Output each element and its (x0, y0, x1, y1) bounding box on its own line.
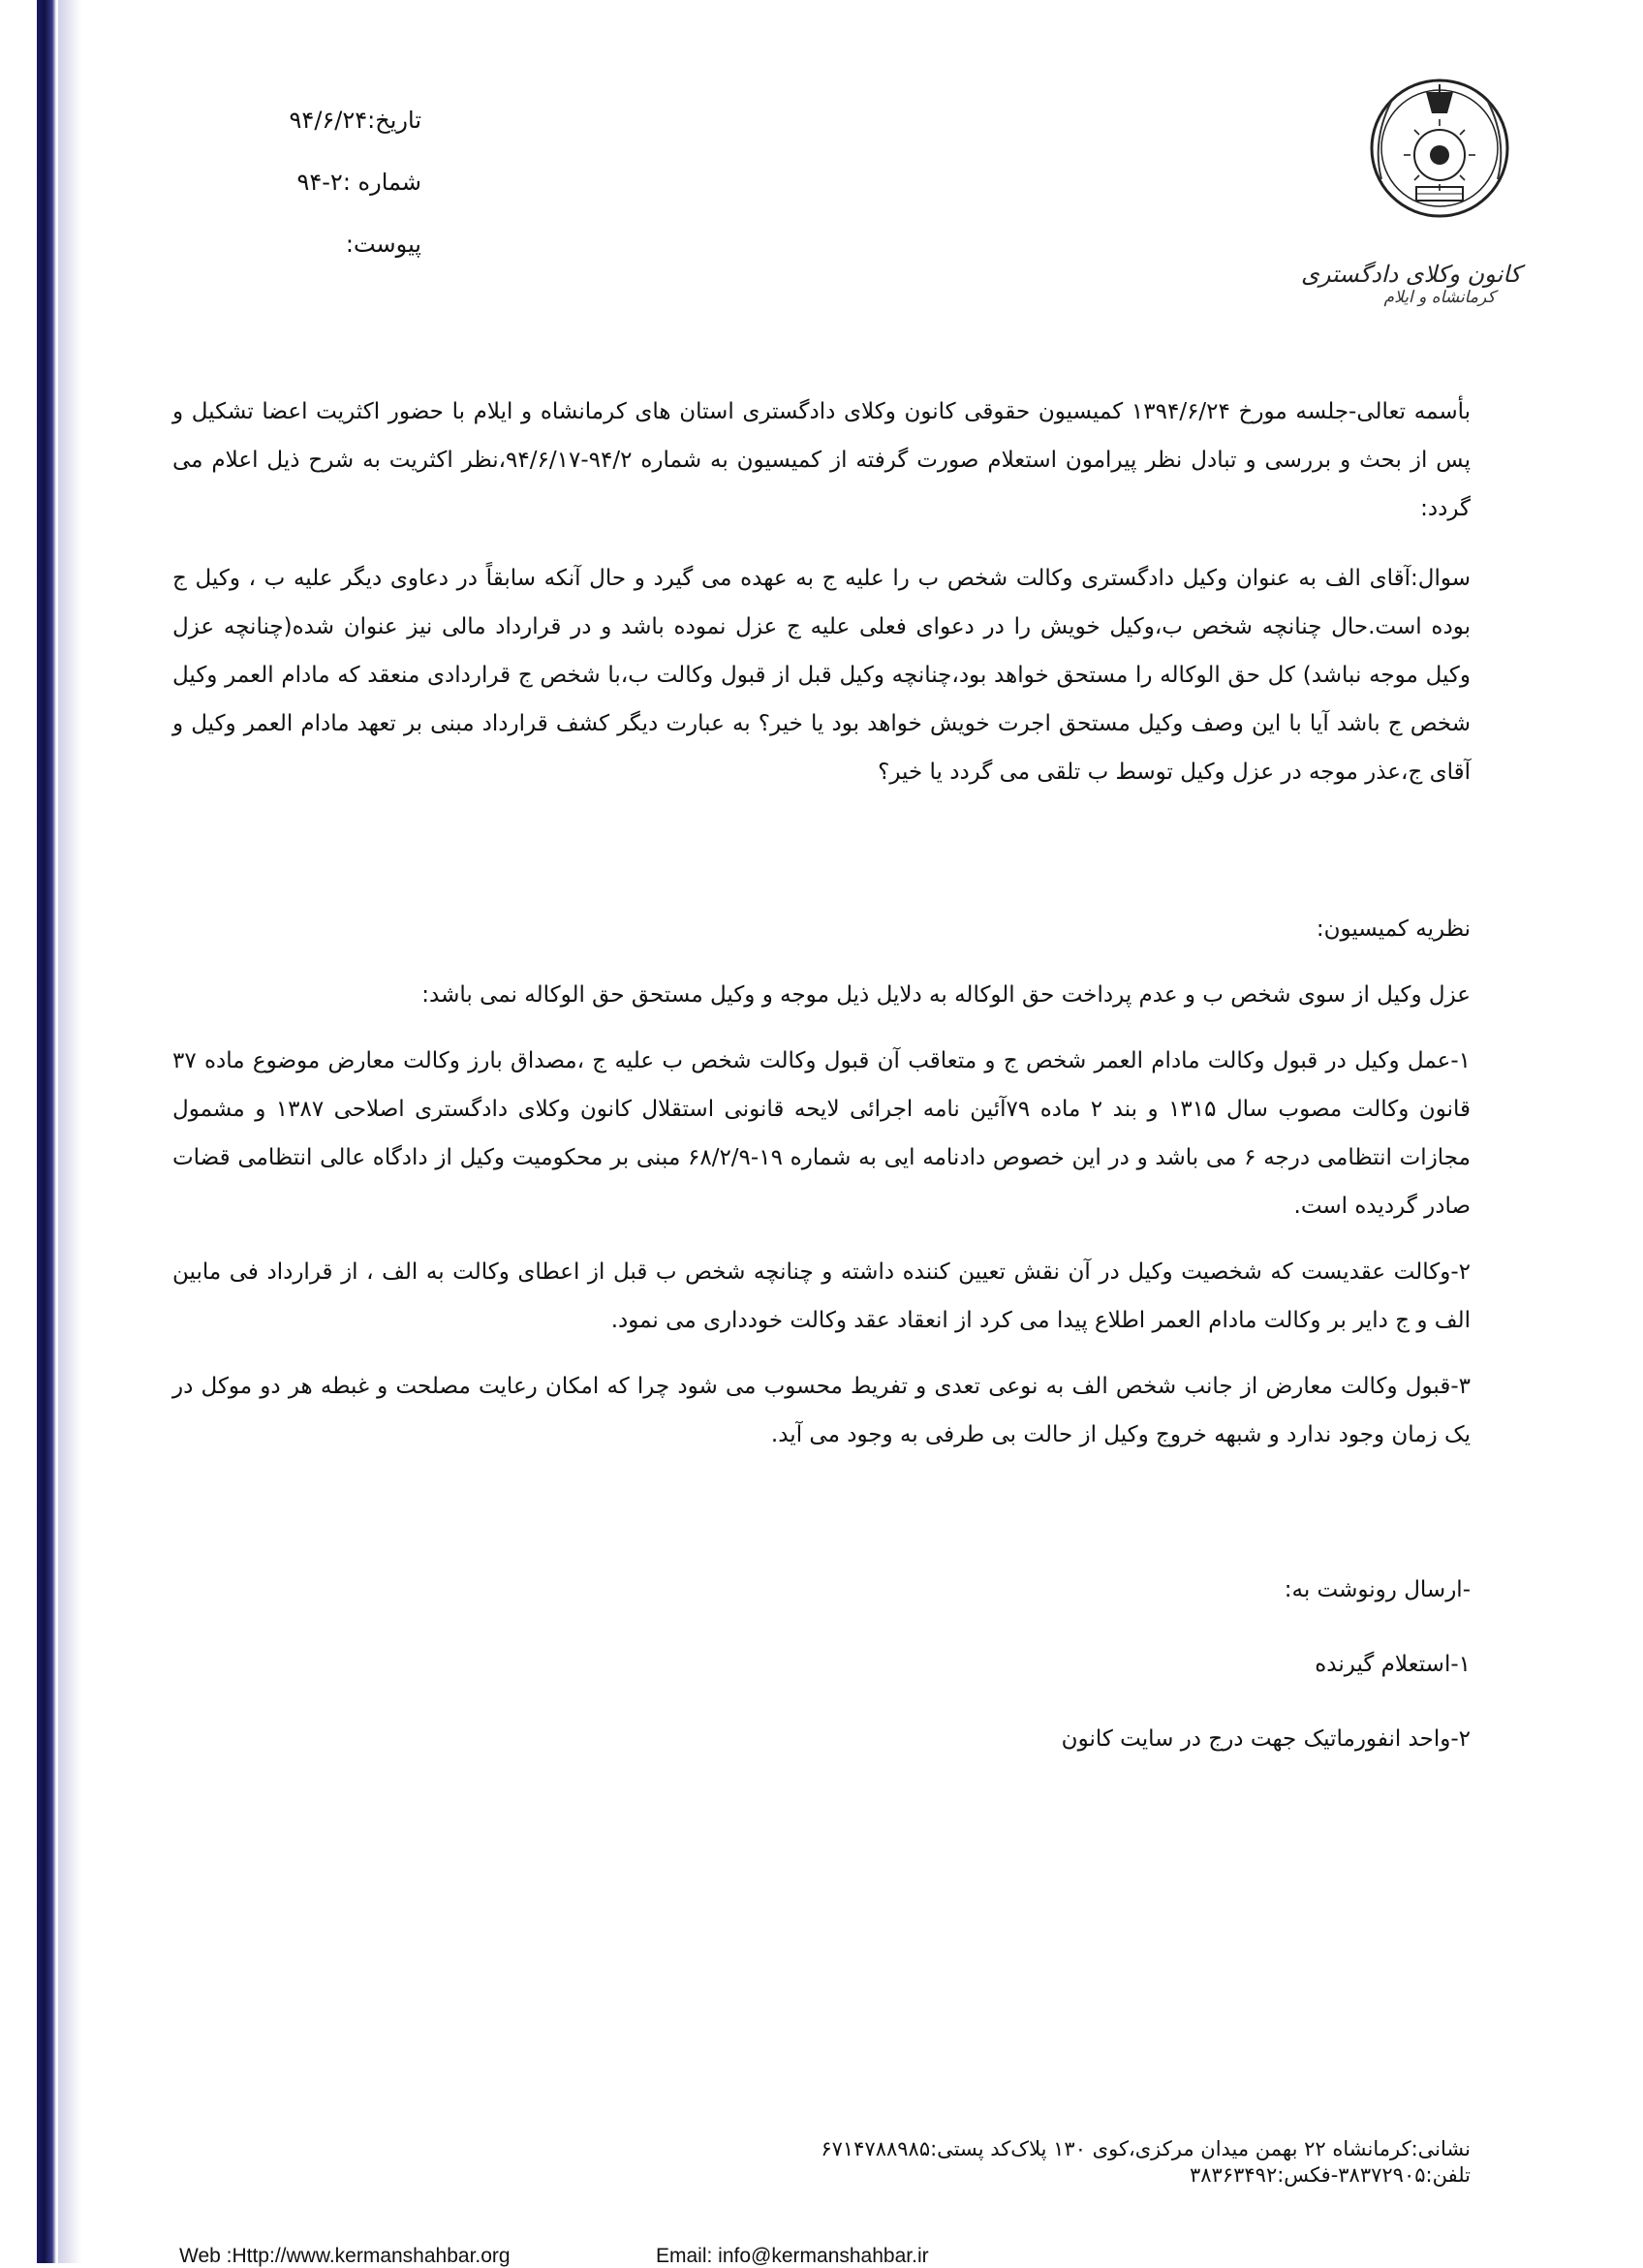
opinion-lead: عزل وکیل از سوی شخص ب و عدم پرداخت حق الوکاله به دلایل ذیل موجه و وکیل مستحق حق الوکاله نمی باشد: (421, 982, 1471, 1008)
letter-meta (170, 89, 421, 275)
opinion-item: ۱-عمل وکیل در قبول وکالت مادام العمر شخص ج و متعاقب آن قبول وکالت شخص ب علیه ج ،مصداق بارز وکالت معارض موضوع ماده ۳۷ قانون وکالت مصوب سال ۱۳۱۵ و بند ۲ ماده ۷۹آئین نامه اجرائی لایحه قانونی استقلال کانون وکلای دادگستری اصلاحی ۱۳۸۷ و مشمول مجازات انتظامی درجه ۶ می باشد و در این خصوص دادنامه ایی به شماره ۱۹-۶۸/۲/۹ مبنی بر محکومیت وکیل از دادگاه عالی انتظامی قضات صادر گردیده است. (172, 1048, 1471, 1219)
cc-item: ۲-واحد انفورماتیک جهت درج در سایت کانون (1061, 1726, 1471, 1752)
footer-phone: تلفن:۳۸۳۷۲۹۰۵-فکس:۳۸۳۶۳۴۹۲ (1189, 2163, 1471, 2187)
intro-paragraph: بأسمه تعالی-جلسه مورخ ۱۳۹۴/۶/۲۴ کمیسیون حقوقی کانون وکلای دادگستری استان های کرمانشاه و ایلام با حضور اکثریت اعضا تشکیل و پس از بحث و بررسی و تبادل نظر پیرامون استعلام صورت گرفته از کمیسیون به شماره ۹۴/۲-۹۴/۶/۱۷،نظر اکثریت به شرح ذیل اعلام می گردد: (172, 399, 1471, 521)
letter-body (172, 388, 1471, 1789)
emblem-icon (1358, 63, 1521, 257)
bar-association-logo (1301, 63, 1521, 325)
logo-name: کانون وکلای دادگستری (1301, 261, 1521, 288)
scan-edge-fade (58, 0, 81, 2263)
footer-address: نشانی:کرمانشاه ۲۲ بهمن میدان مرکزی،کوی ۱۳۰ پلاک‌کد پستی:۶۷۱۴۷۸۸۹۸۵ (821, 2137, 1471, 2160)
footer-email-link[interactable]: Email: info@kermanshahbar.ir (656, 2245, 929, 2267)
footer-website-link[interactable]: Web :Http://www.kermanshahbar.org (179, 2245, 511, 2267)
opinion-item: ۳-قبول وکالت معارض از جانب شخص الف به نوعی تعدی و تفریط محسوب می شود چرا که امکان رعایت مصلحت و غبطه هر دو موکل در یک زمان وجود ندارد و شبهه خروج وکیل از حالت بی طرفی به وجود می آید. (172, 1374, 1471, 1447)
letter-attachment: پیوست: (345, 231, 421, 258)
cc-heading: -ارسال رونوشت به: (1284, 1577, 1471, 1602)
opinion-item: ۲-وکالت عقدیست که شخصیت وکیل در آن نقش تعیین کننده داشته و چنانچه شخص ب قبل از اعطای وکالت به الف ، از قرارداد فی مابین الف و ج دایر بر وکالت مادام العمر اطلاع پیدا می کرد از انعقاد عقد وکالت خودداری می نمود. (172, 1259, 1471, 1333)
scan-edge-shadow (37, 0, 56, 2263)
question-paragraph: سوال:آقای الف به عنوان وکیل دادگستری وکالت شخص ب را علیه ج به عهده می گیرد و حال آنکه سابقاً در دعاوی دیگر علیه ب ، وکیل ج بوده است.حال چنانچه شخص ب،وکیل خویش را در دعوای فعلی علیه ج عزل نموده باشد و در قرارداد مالی نیز عنوان شده(چنانچه عزل وکیل موجه نباشد) کل حق الوکاله را مستحق خواهد بود،چنانچه وکیل قبل از قبول وکالت ب،با شخص ج قراردادی منعقد که مادام العمر وکیل شخص ج باشد آیا با این وصف وکیل مستحق اجرت خویش خواهد بود یا خیر؟ به عبارت دیگر کشف قرارداد مبنی بر تعهد مادام العمر وکیل و آقای ج،عذر موجه در عزل وکیل توسط ب تلقی می گردد یا خیر؟ (172, 566, 1471, 785)
logo-region: کرمانشاه و ایلام (1383, 288, 1496, 307)
letter-number: شماره :۲-۹۴ (296, 169, 421, 196)
opinion-heading: نظریه کمیسیون: (1316, 917, 1471, 942)
letter-footer (172, 2136, 1471, 2189)
letter-date: تاریخ:۹۴/۶/۲۴ (289, 107, 421, 134)
cc-item: ۱-استعلام گیرنده (1315, 1652, 1471, 1677)
